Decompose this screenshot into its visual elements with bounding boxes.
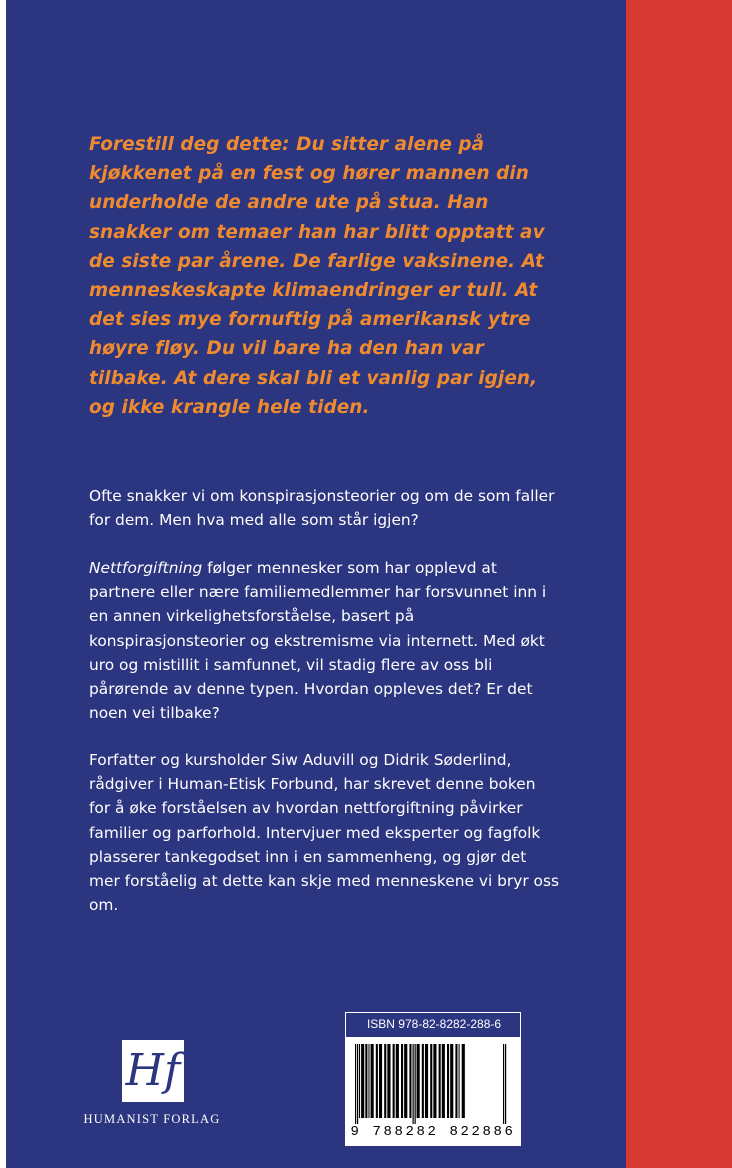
description-text: følger mennesker som har opplevd at partnere eller nære familiemedlemmer har forsvunnet inn i en annen virkelighetsforståelse, basert på konspirasjonsteorier og ekstremisme via internett. Med økt uro og mistillit i samfunnet, vil stadig flere av oss bli pårørende av denne typen. Hvordan oppleves det? Er det noen vei tilbake? — [89, 559, 547, 723]
isbn-strip — [345, 1012, 521, 1038]
barcode-bars — [353, 1044, 513, 1124]
isbn-barcode — [345, 1012, 521, 1146]
authors-paragraph: Forfatter og kursholder Siw Aduvill og Didrik Søderlind, rådgiver i Human-Etisk Forbund, har skrevet denne boken for å øke forståelsen av hvordan nettforgiftning påvirker familier og parforhold. Intervjuer med eksperter og fagfolk plasserer tankegodset inn i en sammenheng, og gjør det mer forståelig at dette kan skje med menneskene vi bryr oss om. — [89, 751, 560, 915]
publisher-logo — [72, 1040, 242, 1132]
logo-emblem — [122, 1040, 184, 1102]
intro-paragraph: Ofte snakker vi om konspirasjonsteorier og om de som faller for dem. Men hva med alle som står igjen? — [89, 487, 555, 530]
barcode-digits: 9 788282 822886 — [350, 1124, 516, 1140]
pull-quote: Forestill deg dette: Du sitter alene på kjøkkenet på en fest og hører mannen din underholde de andre ute på stua. Han snakker om temaer han har blitt opptatt av de siste par årene. De farlige vaksinene. At menneskeskapte klimaendringer er tull. At det sies mye fornuftig på amerikansk ytre høyre fløy. Du vil bare ha den han var tilbake. At dere skal bli et vanlig par igjen, og ikke krangle hele tiden. — [89, 134, 545, 418]
book-title: Nettforgiftning — [89, 559, 203, 577]
logo-monogram: Hf — [125, 1045, 181, 1096]
spine-strip — [626, 0, 732, 1168]
description-paragraph — [89, 556, 559, 725]
publisher-name: HUMANIST FORLAG — [83, 1112, 221, 1126]
isbn-number: ISBN 978-82-8282-288-6 — [366, 1017, 502, 1031]
